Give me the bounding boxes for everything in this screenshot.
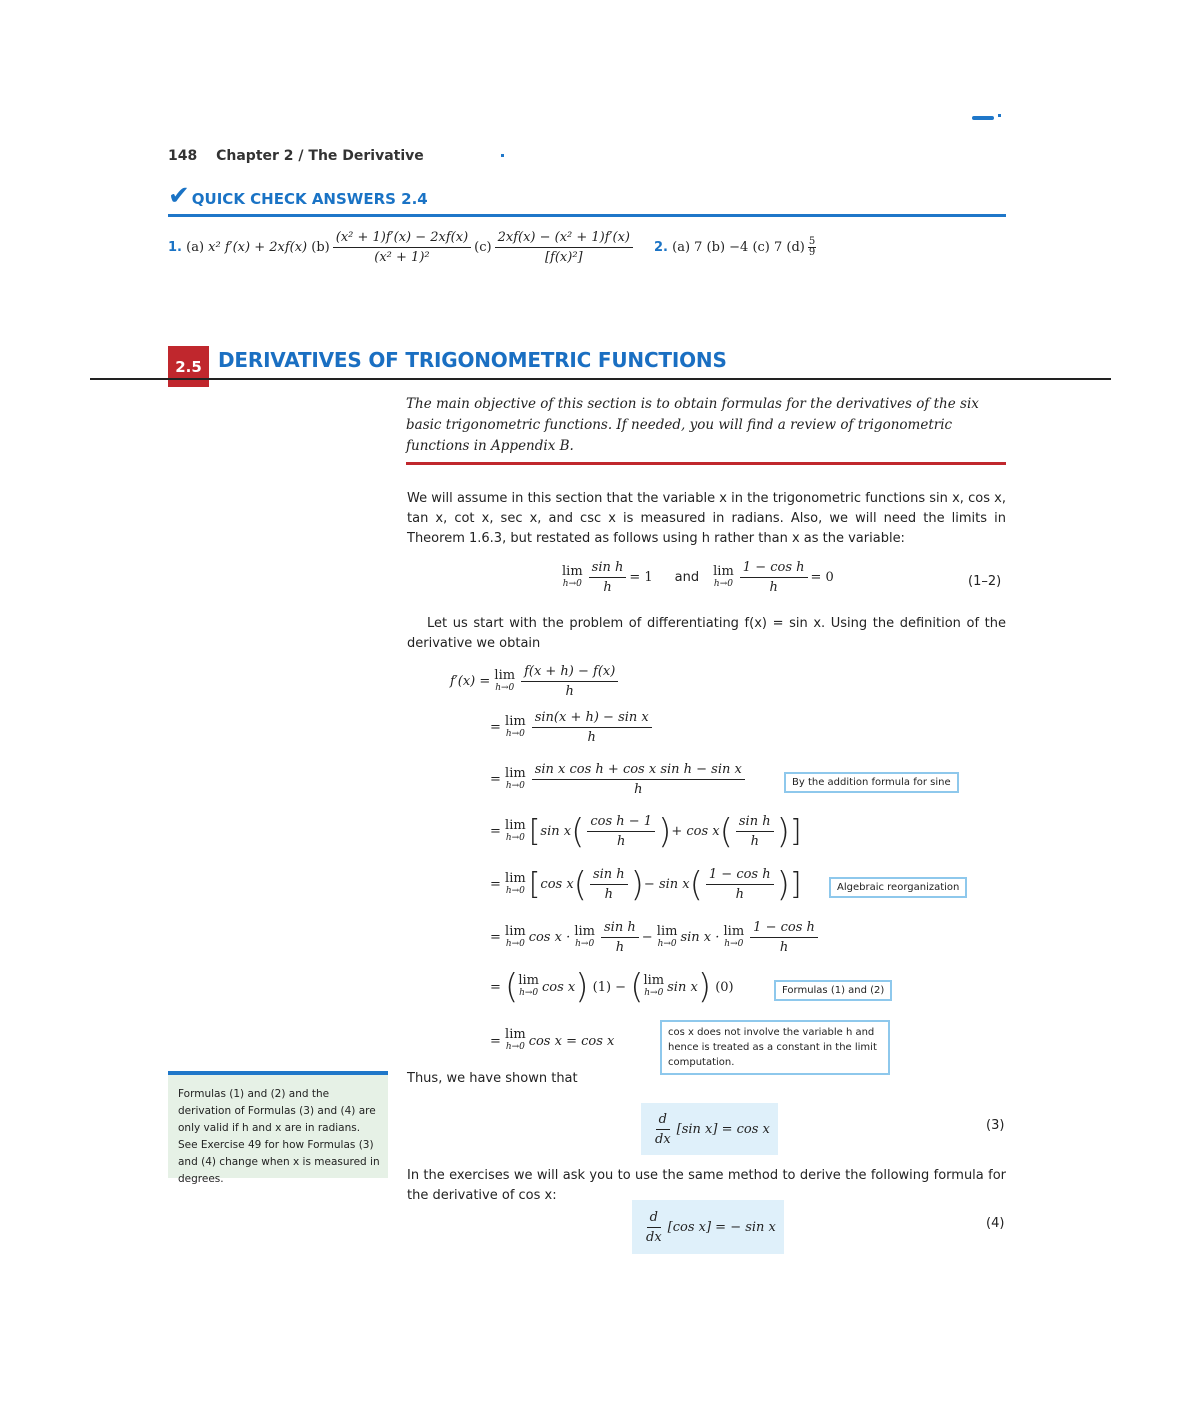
note-addition-formula: By the addition formula for sine bbox=[784, 772, 959, 793]
page-number: 148 bbox=[168, 148, 198, 164]
thus-text: Thus, we have shown that bbox=[407, 1071, 578, 1086]
derivation-line-8 bbox=[490, 1028, 614, 1054]
derivative-lhs: f′(x) = bbox=[450, 674, 491, 689]
running-head bbox=[168, 148, 424, 164]
left-paren: ( bbox=[573, 864, 587, 905]
answer-2: (a) 7 (b) −4 (c) 7 (d) bbox=[672, 240, 805, 255]
limit-operator: lim h→0 bbox=[713, 563, 734, 589]
right-bracket: ] bbox=[789, 813, 802, 849]
eq2-fraction bbox=[740, 560, 808, 595]
cosx-term: cos x bbox=[541, 979, 576, 995]
note-algebraic-reorganization: Algebraic reorganization bbox=[829, 877, 967, 898]
line5-numerator-1: sin h bbox=[590, 867, 628, 885]
limit-operator: lim h→0 bbox=[505, 765, 526, 791]
sinx-term: sin x bbox=[540, 824, 572, 839]
d-dx-operator bbox=[643, 1210, 665, 1245]
limit-operator: lim h→0 bbox=[494, 667, 516, 693]
line1-fraction bbox=[521, 664, 618, 699]
section-intro: The main objective of this section is to obtain formulas for the derivatives of the six basic trigonometric functions. If needed, you will find a review of trigonometric functions in Appendix B. bbox=[406, 396, 979, 454]
line1-numerator: f(x + h) − f(x) bbox=[521, 664, 618, 682]
answer-2d-fraction bbox=[808, 237, 816, 258]
line5-denominator-2: h bbox=[735, 887, 744, 902]
decorative-dot bbox=[501, 154, 504, 157]
cosx-term: cos x bbox=[540, 877, 574, 892]
eq-and: and bbox=[674, 570, 700, 585]
answer-1c-numerator: 2xf(x) − (x² + 1)f′(x) bbox=[495, 230, 633, 248]
limit-operator: lim h→0 bbox=[505, 817, 526, 843]
equation-number-4: (4) bbox=[986, 1216, 1005, 1231]
equals-sign: = bbox=[490, 720, 501, 735]
line3-denominator: h bbox=[634, 782, 643, 797]
cosx-dot: cos x · bbox=[528, 930, 571, 945]
line5-fraction-1 bbox=[590, 867, 628, 902]
line4-fraction-2 bbox=[736, 814, 774, 849]
equation-number-3: (3) bbox=[986, 1118, 1005, 1133]
answer-1c-label: (c) bbox=[474, 240, 492, 255]
line4-fraction-1 bbox=[587, 814, 655, 849]
equals-sign: = bbox=[490, 979, 501, 995]
right-paren: ) bbox=[630, 864, 644, 905]
limit-operator: lim h→0 bbox=[656, 923, 678, 949]
corner-mark bbox=[972, 116, 994, 120]
quick-check-answers bbox=[168, 230, 819, 265]
left-bracket: [ bbox=[528, 866, 541, 902]
margin-note-rule bbox=[168, 1071, 388, 1075]
line2-numerator: sin(x + h) − sin x bbox=[532, 710, 652, 728]
line1-denominator: h bbox=[565, 684, 574, 699]
line6-fraction-1 bbox=[601, 920, 639, 955]
eq2-denominator: h bbox=[769, 580, 778, 595]
minus-sign: − bbox=[641, 930, 653, 945]
intro-rule bbox=[406, 462, 1006, 465]
note-constant-in-limit: cos x does not involve the variable h and hence is treated as a constant in the limit computation. bbox=[660, 1020, 890, 1075]
answer-1a: x² f′(x) + 2xf(x) bbox=[208, 240, 308, 255]
quick-check-rule bbox=[168, 214, 1006, 217]
line2-fraction bbox=[532, 710, 652, 745]
d-numerator: d bbox=[647, 1210, 661, 1228]
final-result: cos x = cos x bbox=[528, 1033, 615, 1049]
limit-operator: lim h→0 bbox=[505, 1027, 526, 1052]
derivation-line-2 bbox=[490, 710, 655, 745]
eq2-numerator: 1 − cos h bbox=[740, 560, 808, 578]
line5-numerator-2: 1 − cos h bbox=[706, 867, 774, 885]
line2-denominator: h bbox=[587, 730, 596, 745]
quick-check-title bbox=[168, 181, 428, 211]
paragraph-2: Let us start with the problem of differentiating f(x) = sin x. Using the definition of the derivative we obtain bbox=[407, 616, 1006, 651]
equation-4-body: [cos x] = − sin x bbox=[667, 1219, 776, 1235]
line5-fraction-2 bbox=[706, 867, 774, 902]
left-paren: ( bbox=[719, 811, 733, 852]
derivation-line-1 bbox=[450, 664, 621, 699]
answer-1c-denominator: [f(x)²] bbox=[544, 250, 583, 265]
section-number-badge: 2.5 bbox=[168, 346, 209, 387]
derivation-line-5 bbox=[490, 864, 802, 905]
chapter-title: Chapter 2 / The Derivative bbox=[216, 148, 424, 164]
line4-denominator-2: h bbox=[750, 834, 759, 849]
line4-denominator-1: h bbox=[617, 834, 626, 849]
line6-denominator-1: h bbox=[615, 940, 625, 955]
plus-cosx-term: + cos x bbox=[671, 824, 720, 839]
note-formulas-1-2: Formulas (1) and (2) bbox=[774, 980, 892, 1001]
left-paren: ( bbox=[505, 967, 519, 1007]
answer-2-label: 2. bbox=[654, 240, 668, 255]
d-dx-operator bbox=[652, 1112, 674, 1147]
line6-numerator-1: sin h bbox=[601, 920, 639, 938]
derivation-line-4 bbox=[490, 811, 802, 852]
right-bracket: ] bbox=[789, 866, 802, 902]
eq2-rhs: = 0 bbox=[810, 570, 834, 585]
line4-numerator-2: sin h bbox=[736, 814, 774, 832]
equals-sign: = bbox=[490, 930, 501, 945]
dx-denominator: dx bbox=[646, 1229, 662, 1245]
answer-1a-label: (a) bbox=[186, 240, 205, 255]
limit-operator: lim h→0 bbox=[505, 923, 526, 949]
answer-1b-numerator: (x² + 1)f′(x) − 2xf(x) bbox=[333, 230, 471, 248]
corner-dot bbox=[998, 114, 1001, 117]
eq1-rhs: = 1 bbox=[629, 570, 653, 585]
limit-operator: lim h→0 bbox=[643, 973, 665, 998]
line6-numerator-2: 1 − cos h bbox=[750, 920, 818, 938]
derivation-line-6 bbox=[490, 920, 821, 955]
equals-sign: = bbox=[490, 824, 501, 839]
answer-2d-numerator: 5 bbox=[808, 236, 816, 247]
limit-operator: lim h→0 bbox=[518, 973, 539, 998]
paragraph-3: In the exercises we will ask you to use the same method to derive the following formula for the derivative of cos x: bbox=[407, 1168, 1006, 1203]
right-paren: ) bbox=[658, 811, 672, 852]
answer-2d-denominator: 9 bbox=[808, 247, 816, 258]
right-paren: ) bbox=[776, 864, 790, 905]
times-zero: (0) bbox=[715, 979, 734, 995]
quick-check-title-text: QUICK CHECK ANSWERS 2.4 bbox=[191, 190, 428, 208]
equation-3-body: [sin x] = cos x bbox=[676, 1121, 770, 1137]
eq1-denominator: h bbox=[603, 580, 612, 595]
left-bracket: [ bbox=[528, 813, 541, 849]
limit-operator: lim h→0 bbox=[505, 870, 526, 896]
d-numerator: d bbox=[656, 1112, 670, 1130]
line3-numerator: sin x cos h + cos x sin h − sin x bbox=[532, 762, 745, 780]
right-paren: ) bbox=[697, 967, 712, 1007]
equals-sign: = bbox=[490, 772, 501, 787]
right-paren: ) bbox=[575, 967, 589, 1007]
right-paren: ) bbox=[776, 811, 790, 852]
dx-denominator: dx bbox=[655, 1131, 671, 1147]
limit-operator: lim h→0 bbox=[505, 713, 526, 739]
limit-operator: lim h→0 bbox=[723, 923, 745, 949]
equation-number-1-2: (1–2) bbox=[968, 574, 1002, 589]
answer-1b-label: (b) bbox=[311, 240, 330, 255]
equation-4 bbox=[632, 1200, 784, 1254]
answer-1b-fraction bbox=[333, 230, 471, 265]
line3-fraction bbox=[532, 762, 745, 797]
answer-1c-fraction bbox=[495, 230, 633, 265]
left-paren: ( bbox=[630, 967, 644, 1007]
margin-note-text: Formulas (1) and (2) and the derivation of Formulas (3) and (4) are only valid if h and x are in radians. See Exercise 49 for how Formulas (3) and (4) change when x is measured in degrees. bbox=[178, 1088, 380, 1185]
line6-fraction-2 bbox=[750, 920, 818, 955]
eq1-fraction bbox=[589, 560, 627, 595]
derivation-line-3 bbox=[490, 762, 748, 797]
section-title: DERIVATIVES OF TRIGONOMETRIC FUNCTIONS bbox=[218, 348, 727, 372]
times-one: (1) − bbox=[592, 979, 627, 995]
line6-denominator-2: h bbox=[779, 940, 789, 955]
equals-sign: = bbox=[490, 1033, 501, 1049]
limit-operator: lim h→0 bbox=[574, 923, 596, 949]
sinx-term: sin x bbox=[667, 979, 698, 995]
checkmark-icon: ✔ bbox=[168, 181, 190, 211]
minus-sinx-term: − sin x bbox=[643, 877, 690, 892]
answer-1b-denominator: (x² + 1)² bbox=[374, 250, 430, 265]
paragraph-1: We will assume in this section that the variable x in the trigonometric functions sin x, cos x, tan x, cot x, sec x, and csc x is measured in radians. Also, we will need the limits in Theorem 1.6.3, but restated as follows using h rather than x as the variable: bbox=[407, 491, 1006, 546]
equals-sign: = bbox=[490, 877, 501, 892]
sinx-dot: sin x · bbox=[680, 930, 720, 945]
left-paren: ( bbox=[689, 864, 703, 905]
answer-1-label: 1. bbox=[168, 240, 182, 255]
equation-3 bbox=[641, 1103, 778, 1155]
line4-numerator-1: cos h − 1 bbox=[587, 814, 655, 832]
eq1-numerator: sin h bbox=[589, 560, 627, 578]
limit-operator: lim h→0 bbox=[562, 563, 583, 589]
equation-1-2 bbox=[562, 560, 834, 595]
left-paren: ( bbox=[571, 811, 585, 852]
section-rule bbox=[90, 378, 1111, 380]
derivation-line-7 bbox=[490, 967, 734, 1007]
line5-denominator-1: h bbox=[604, 887, 613, 902]
